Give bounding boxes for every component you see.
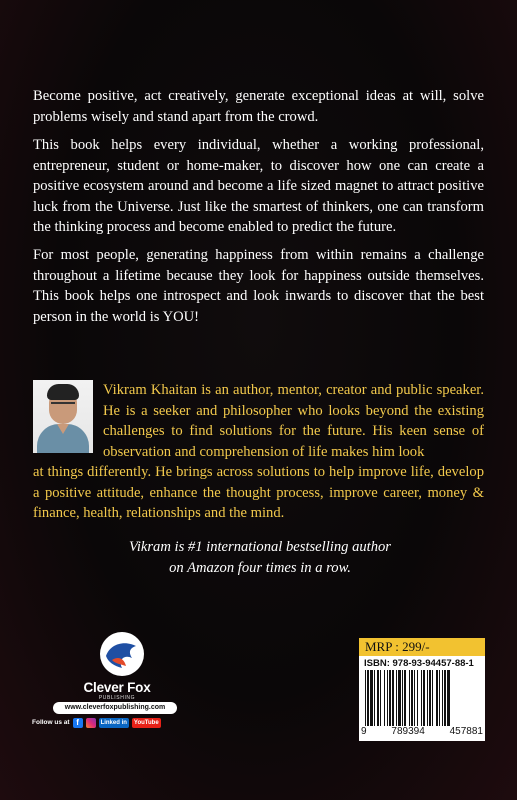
blurb-paragraph-1: Become positive, act creatively, generate exceptional ideas at will, solve problems wisely and stand apart from the crowd. [33, 88, 484, 125]
publisher-sub: PUBLISHING [98, 695, 136, 701]
barcode-digits [361, 726, 483, 737]
follow-label: Follow us at [32, 719, 70, 726]
barcode-icon [363, 670, 481, 726]
youtube-icon[interactable]: YouTube [133, 719, 159, 726]
barcode-digits-right: 457881 [449, 726, 483, 737]
bestseller-line-1: Vikram is #1 international bestselling author [128, 539, 391, 555]
blurb-paragraph-3: For most people, generating happiness from within remains a challenge throughout a lifetime because they look for happiness outside themselves. This book helps one introspect and look inwards to discover that the best person in the world is YOU! [33, 247, 484, 325]
instagram-icon[interactable] [86, 718, 96, 728]
publisher-website[interactable]: www.cleverfoxpublishing.com [53, 702, 177, 714]
blurb-paragraph-2: This book helps every individual, whether a working professional, entrepreneur, student or home-maker, to discover how one can create a positive ecosystem around and become a life sized magnet to attract positive luck from the Universe. Just like the smartest of thinkers, one can transform the thinking process and become enabled to predict the future. [33, 137, 484, 235]
facebook-icon[interactable]: f [73, 718, 83, 728]
barcode-digit-lead: 9 [361, 726, 367, 737]
linkedin-icon[interactable]: Linked in [100, 719, 127, 726]
barcode-digits-left: 789394 [391, 726, 425, 737]
publisher-name: Clever Fox [83, 680, 151, 695]
mrp-price-tag: MRP : 299/- [359, 638, 485, 656]
bestseller-line-2: on Amazon four times in a row. [169, 559, 351, 576]
bestseller-note [60, 537, 460, 578]
isbn-label: ISBN: 978-93-94457-88-1 [364, 658, 474, 669]
author-bio-part-2: at things differently. He brings across solutions to help improve life, develop a positive attitude, enhance the thought process, improve career, money & finance, health, relationships and the mind. [33, 464, 484, 521]
social-follow-bar [32, 716, 161, 729]
author-photo [33, 380, 93, 453]
isbn-barcode-box [359, 656, 485, 741]
author-bio-part-1: Vikram Khaitan is an author, mentor, creator and public speaker. He is a seeker and philosopher who looks beyond the existing challenges to find solutions for the future. His keen sense of observation and comprehension of life makes him look [103, 382, 484, 460]
